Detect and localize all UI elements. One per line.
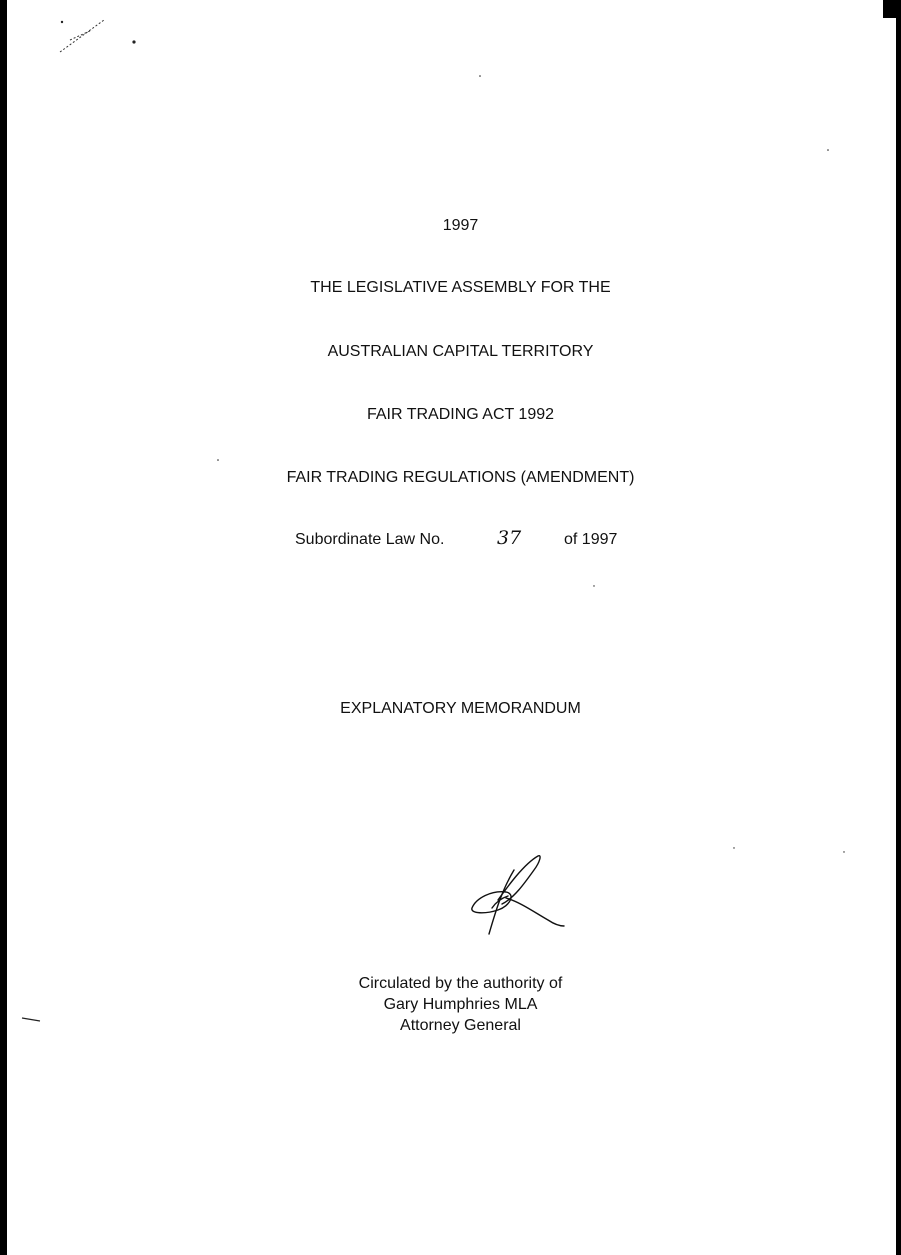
scan-corner-mark [883, 0, 901, 18]
territory-heading: AUSTRALIAN CAPITAL TERRITORY [327, 343, 594, 360]
regulations-title: FAIR TRADING REGULATIONS (AMENDMENT) [286, 469, 635, 486]
authority-title: Attorney General [400, 1017, 521, 1034]
memorandum-title: EXPLANATORY MEMORANDUM [340, 700, 581, 717]
subordinate-law-number: 37 [497, 527, 522, 549]
scan-left-edge [0, 0, 7, 1255]
subordinate-law-label: Subordinate Law No. [295, 531, 445, 548]
handwritten-signature [462, 850, 572, 940]
subordinate-law-year: of 1997 [564, 531, 618, 548]
assembly-heading: THE LEGISLATIVE ASSEMBLY FOR THE [310, 279, 611, 296]
scan-right-edge [896, 0, 901, 1255]
subordinate-law-line [295, 527, 618, 549]
authority-name: Gary Humphries MLA [383, 996, 538, 1013]
authority-line-1: Circulated by the authority of [358, 975, 563, 992]
document-year: 1997 [442, 217, 479, 234]
act-title: FAIR TRADING ACT 1992 [366, 406, 555, 423]
